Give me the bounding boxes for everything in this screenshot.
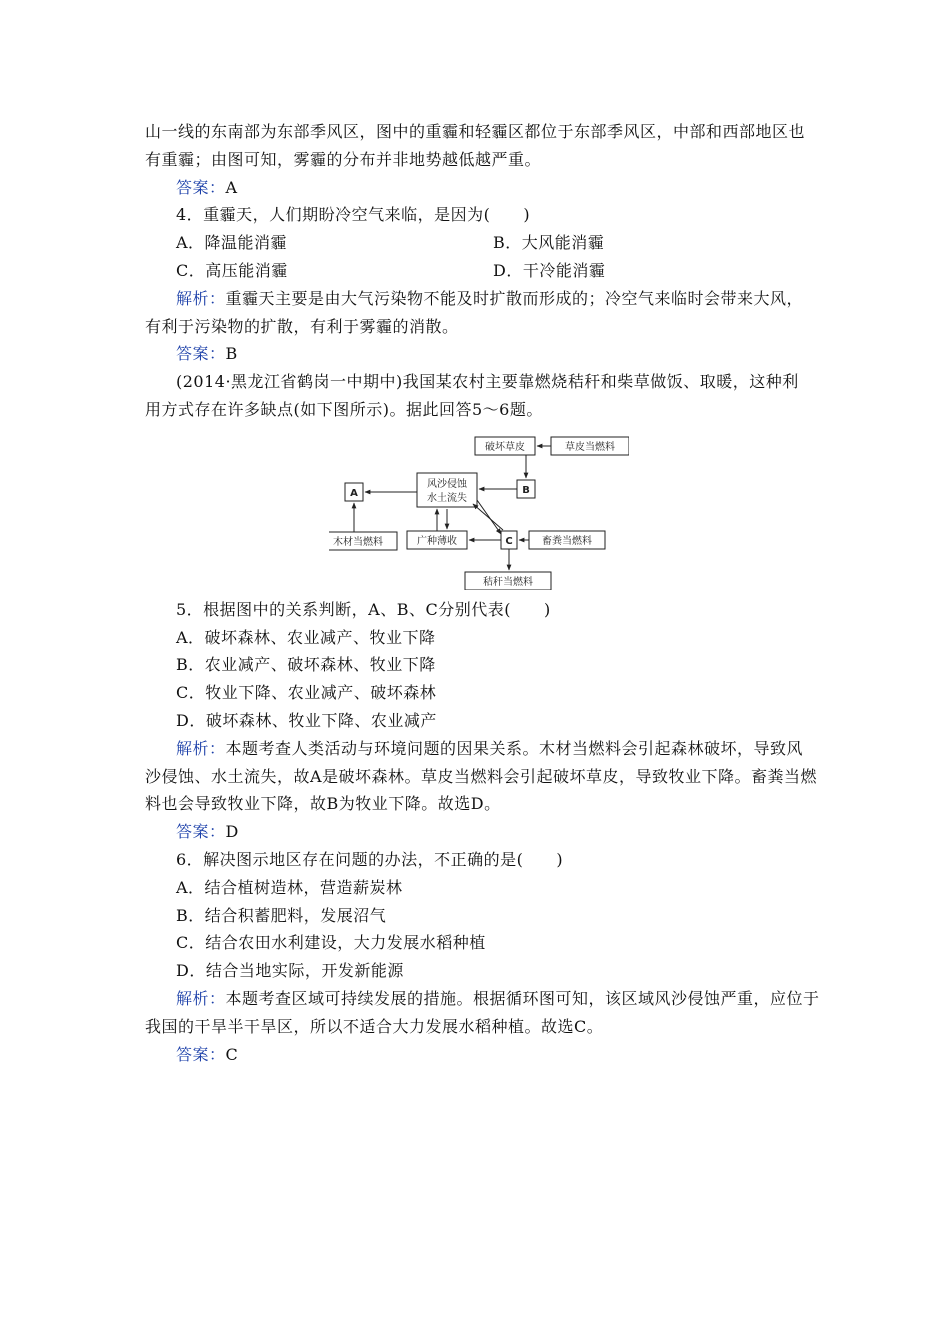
label-erosion-1: 风沙侵蚀 bbox=[427, 478, 467, 490]
label-wood-fuel: 木材当燃料 bbox=[333, 536, 383, 548]
explain-text: 重霾天主要是由大气污染物不能及时扩散而形成的；冷空气来临时会带来大风， bbox=[225, 288, 804, 308]
explain-label: 解析： bbox=[176, 988, 226, 1008]
label-grass-fuel: 草皮当燃料 bbox=[565, 441, 615, 453]
answer-value: A bbox=[225, 177, 238, 197]
q4-option-c: C．高压能消霾 bbox=[176, 260, 288, 280]
answer-line-q5 bbox=[145, 818, 810, 846]
answer-label: 答案： bbox=[176, 177, 226, 197]
cause-effect-diagram bbox=[145, 430, 810, 590]
q4-option-d: D．干冷能消霾 bbox=[493, 260, 606, 280]
text-line: 有重霾；由图可知，雾霾的分布并非地势越低越严重。 bbox=[145, 149, 542, 169]
q5-option-a: A．破坏森林、农业减产、牧业下降 bbox=[176, 627, 436, 647]
label-straw-fuel: 秸秆当燃料 bbox=[483, 576, 533, 588]
intro-line: (2014·黑龙江省鹤岗一中期中)我国某农村主要靠燃烧秸秆和柴草做饭、取暖，这种利 bbox=[176, 372, 799, 392]
question-4-stem: 4．重霾天，人们期盼冷空气来临，是因为( ) bbox=[176, 205, 531, 225]
q6-option-a: A．结合植树造林，营造薪炭林 bbox=[176, 877, 403, 897]
q6-explain-line bbox=[145, 985, 820, 1013]
answer-value: B bbox=[225, 344, 238, 364]
intro-line: 用方式存在许多缺点(如下图所示)。据此回答5～6题。 bbox=[145, 399, 543, 419]
explain-label: 解析： bbox=[176, 288, 226, 308]
q4-explain-line: 有利于污染物的扩散，有利于雾霾的消散。 bbox=[145, 316, 459, 336]
q5-option-c: C．牧业下降、农业减产、破坏森林 bbox=[176, 683, 437, 703]
answer-line-q3 bbox=[145, 174, 810, 202]
label-b: B bbox=[522, 484, 530, 496]
answer-label: 答案： bbox=[176, 822, 226, 842]
explain-label: 解析： bbox=[176, 738, 226, 758]
answer-line-q6 bbox=[145, 1041, 810, 1069]
label-extensive: 广种薄收 bbox=[417, 535, 457, 547]
label-erosion-2: 水土流失 bbox=[427, 492, 467, 504]
answer-label: 答案： bbox=[176, 1044, 226, 1064]
q6-explain-line: 我国的干旱半干旱区，所以不适合大力发展水稻种植。故选C。 bbox=[145, 1016, 604, 1036]
answer-line-q4 bbox=[145, 340, 810, 368]
question-6-stem: 6．解决图示地区存在问题的办法，不正确的是( ) bbox=[176, 849, 564, 869]
label-a: A bbox=[350, 487, 358, 499]
label-destroy-grass: 破坏草皮 bbox=[485, 441, 525, 453]
document-page bbox=[145, 118, 820, 1068]
answer-label: 答案： bbox=[176, 344, 226, 364]
answer-value: D bbox=[225, 822, 239, 842]
label-c: C bbox=[505, 535, 513, 547]
q4-options-row bbox=[145, 257, 810, 285]
explain-text: 本题考查区域可持续发展的措施。根据循环图可知，该区域风沙侵蚀严重，应位于 bbox=[225, 988, 820, 1008]
q6-option-c: C．结合农田水利建设，大力发展水稻种植 bbox=[176, 933, 486, 953]
q4-explain-line bbox=[145, 285, 810, 313]
q4-options-row bbox=[145, 229, 810, 257]
q6-option-d: D．结合当地实际，开发新能源 bbox=[176, 961, 404, 981]
answer-value: C bbox=[225, 1044, 239, 1064]
q4-option-a: A．降温能消霾 bbox=[176, 233, 288, 253]
q5-explain-line: 沙侵蚀、水土流失，故A是破坏森林。草皮当燃料会引起破坏草皮，导致牧业下降。畜粪当燃 bbox=[145, 766, 818, 786]
question-5-stem: 5．根据图中的关系判断，A、B、C分别代表( ) bbox=[176, 599, 551, 619]
text-line: 山一线的东南部为东部季风区，图中的重霾和轻霾区都位于东部季风区，中部和西部地区也 bbox=[145, 122, 806, 141]
q5-option-d: D．破坏森林、牧业下降、农业减产 bbox=[176, 710, 437, 730]
label-dung-fuel: 畜粪当燃料 bbox=[542, 535, 592, 547]
q5-explain-line: 料也会导致牧业下降，故B为牧业下降。故选D。 bbox=[145, 794, 501, 814]
q4-option-b: B．大风能消霾 bbox=[493, 233, 605, 253]
flow-diagram-svg bbox=[329, 430, 629, 590]
explain-text: 本题考查人类活动与环境问题的因果关系。木材当燃料会引起森林破坏，导致风 bbox=[225, 738, 804, 758]
q5-explain-line bbox=[145, 735, 810, 763]
q5-option-b: B．农业减产、破坏森林、牧业下降 bbox=[176, 655, 436, 675]
q6-option-b: B．结合积蓄肥料，发展沼气 bbox=[176, 905, 387, 925]
